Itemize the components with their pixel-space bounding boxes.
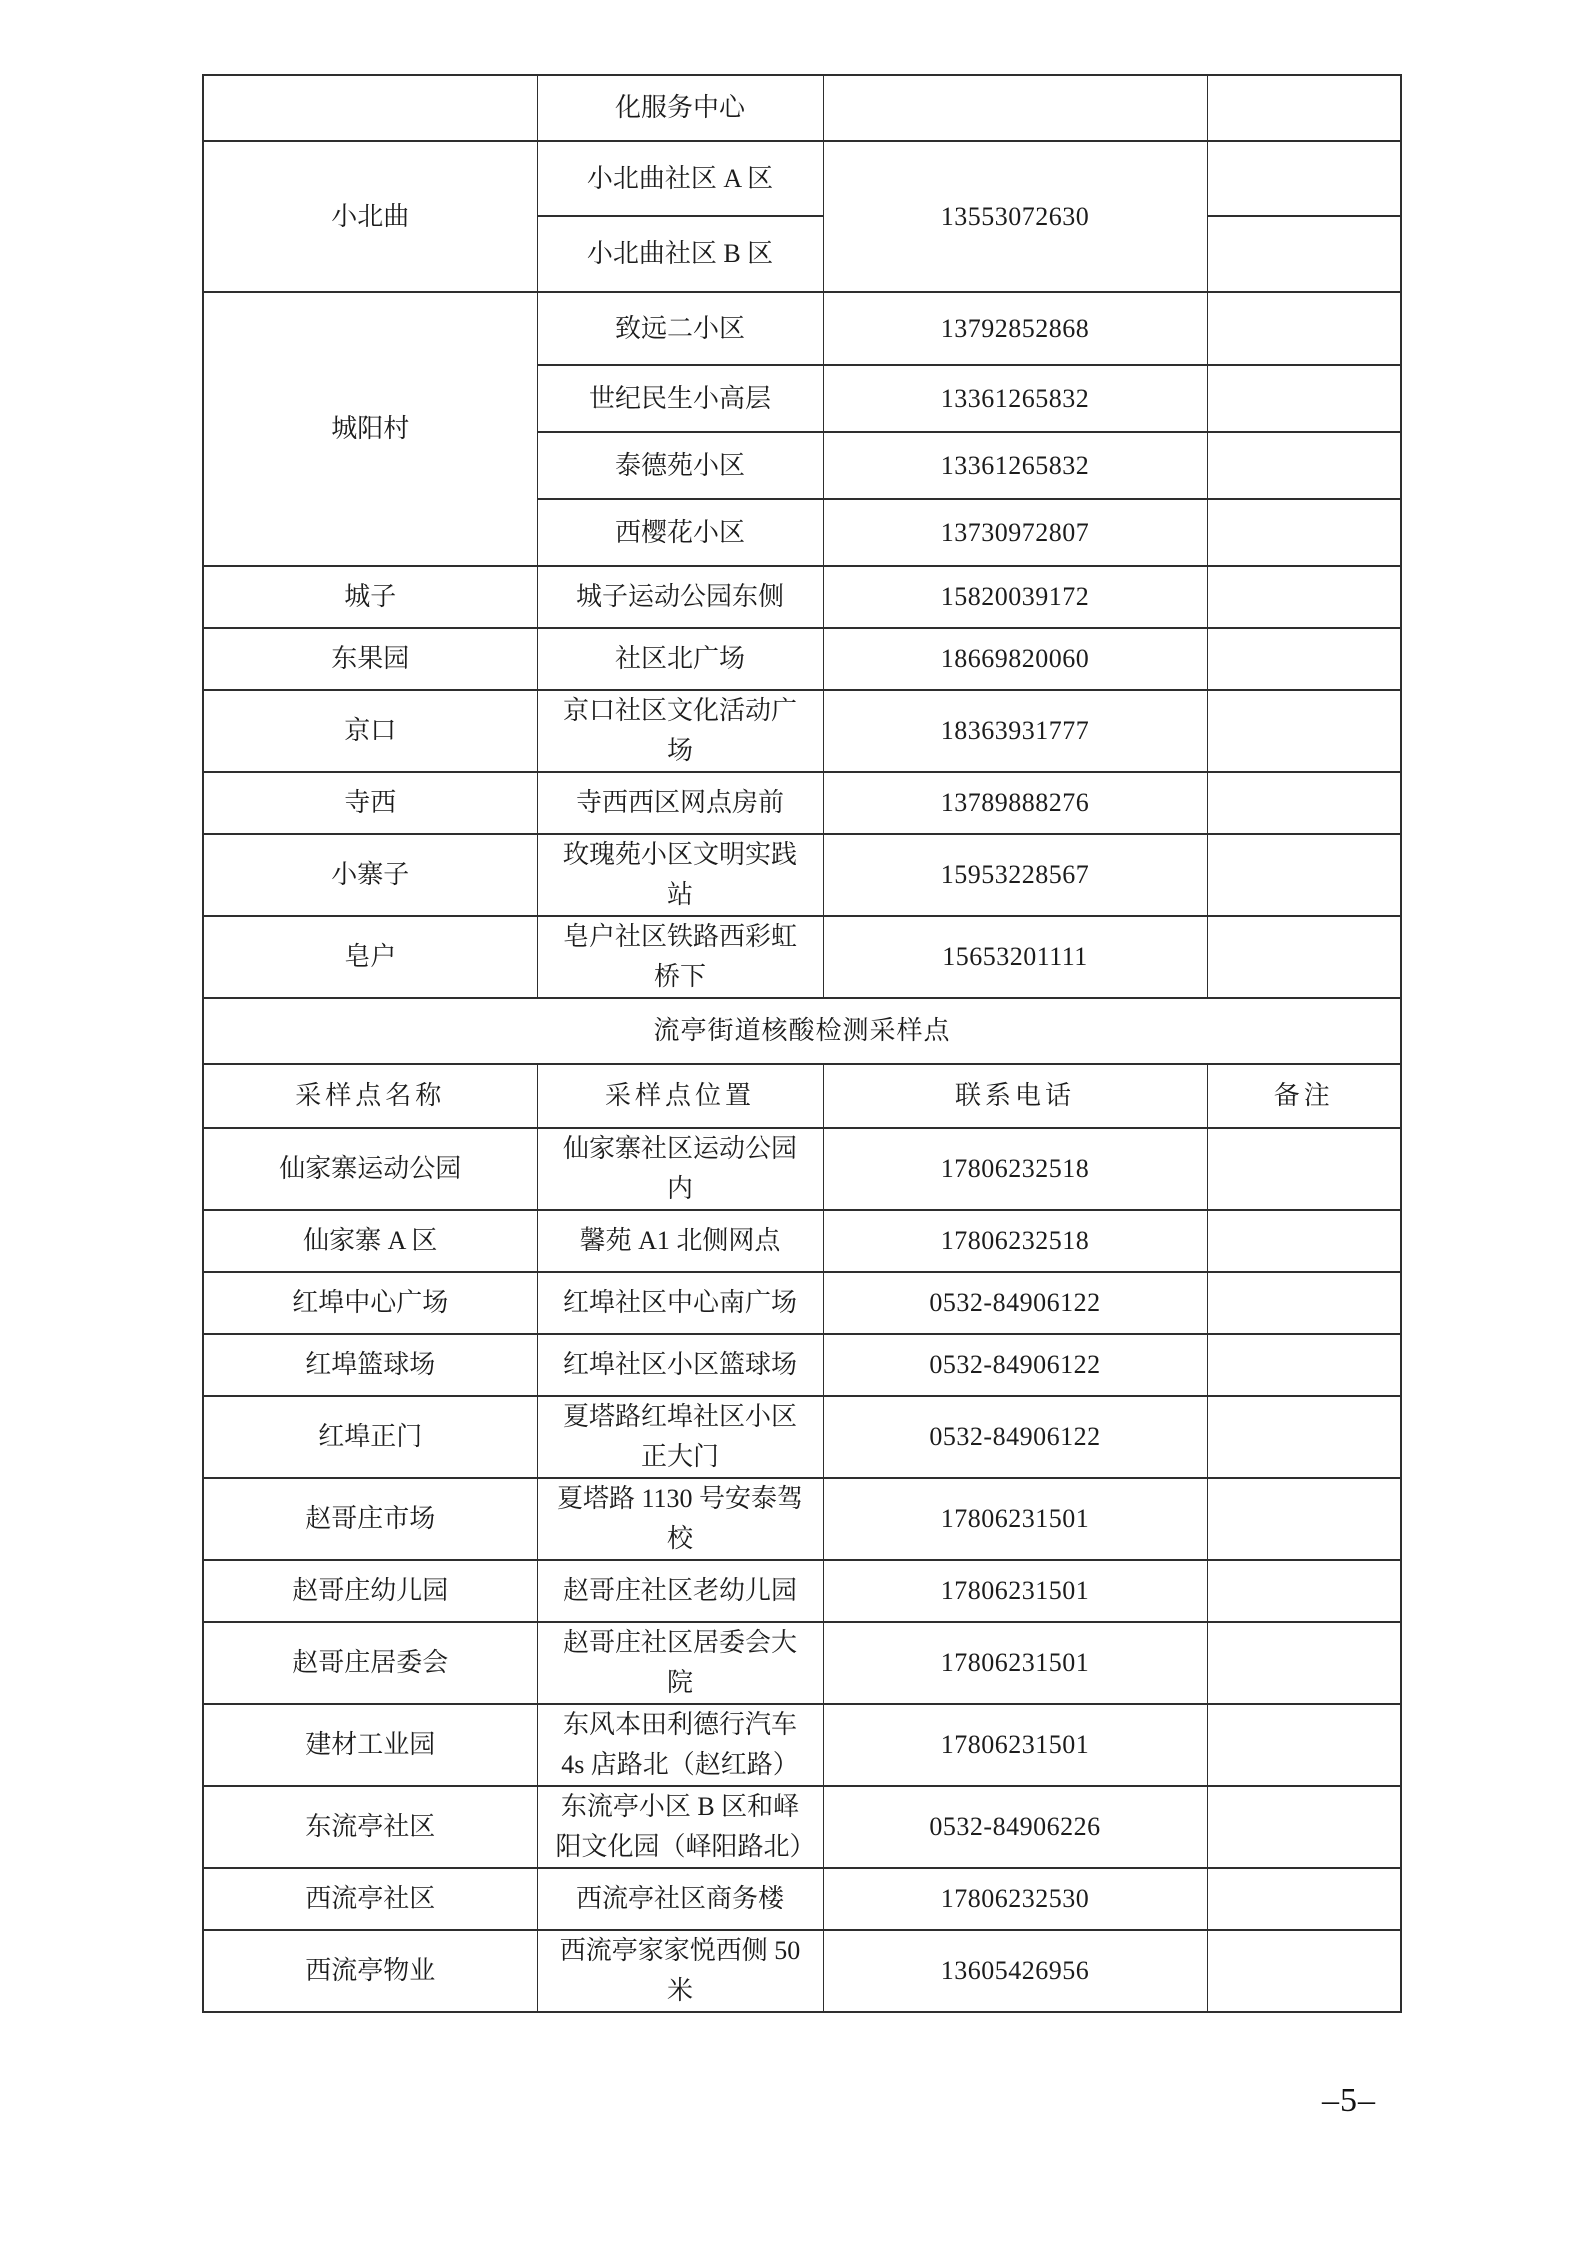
cell-phone: 17806231501 [823,1704,1207,1786]
cell-remark [1207,1560,1401,1622]
cell-phone: 0532-84906122 [823,1334,1207,1396]
section-title-row [203,998,1401,1064]
table-row [203,628,1401,690]
cell-remark-empty [1207,141,1401,216]
table-row [203,1272,1401,1334]
table-row [203,1128,1401,1210]
cell-location: 化服务中心 [537,75,823,141]
cell-phone: 17806231501 [823,1478,1207,1560]
cell-name: 小寨子 [203,834,537,916]
table-row [203,1210,1401,1272]
cell-remark [1207,1704,1401,1786]
cell-name: 京口 [203,690,537,772]
cell-name: 赵哥庄居委会 [203,1622,537,1704]
section-title: 流亭街道核酸检测采样点 [203,998,1401,1064]
cell-remark [1207,1868,1401,1930]
cell-phone: 18669820060 [823,628,1207,690]
cell-location: 夏塔路红埠社区小区正大门 [537,1396,823,1478]
cell-location: 赵哥庄社区居委会大院 [537,1622,823,1704]
col-header-name: 采样点名称 [203,1064,537,1128]
table-row [203,141,1401,216]
cell-location: 东流亭小区 B 区和峄阳文化园（峄阳路北） [537,1786,823,1868]
cell-remark [1207,1334,1401,1396]
cell-remark-empty [1207,690,1401,772]
cell-location: 城子运动公园东侧 [537,566,823,628]
cell-location: 致远二小区 [537,292,823,365]
cell-remark [1207,1272,1401,1334]
cell-name: 红埠篮球场 [203,1334,537,1396]
table-row [203,834,1401,916]
cell-phone: 0532-84906122 [823,1272,1207,1334]
col-header-phone: 联系电话 [823,1064,1207,1128]
cell-name: 赵哥庄市场 [203,1478,537,1560]
cell-remark-empty [1207,292,1401,365]
cell-remark-empty [1207,772,1401,834]
cell-name: 红埠中心广场 [203,1272,537,1334]
table-row [203,1930,1401,2012]
cell-phone: 17806231501 [823,1622,1207,1704]
cell-phone: 13792852868 [823,292,1207,365]
cell-phone: 17806232530 [823,1868,1207,1930]
table-row [203,690,1401,772]
cell-name: 西流亭物业 [203,1930,537,2012]
cell-phone: 18363931777 [823,690,1207,772]
cell-location: 玫瑰苑小区文明实践站 [537,834,823,916]
table-row [203,1868,1401,1930]
page-number: –5– [1322,2082,1376,2119]
cell-name: 城阳村 [203,292,537,566]
cell-location: 小北曲社区 A 区 [537,141,823,216]
cell-name: 东流亭社区 [203,1786,537,1868]
cell-phone: 13730972807 [823,499,1207,566]
cell-phone: 0532-84906122 [823,1396,1207,1478]
column-header-row [203,1064,1401,1128]
cell-location: 寺西西区网点房前 [537,772,823,834]
cell-phone: 13789888276 [823,772,1207,834]
cell-location: 仙家寨社区运动公园内 [537,1128,823,1210]
cell-remark-empty [1207,834,1401,916]
cell-location: 红埠社区小区篮球场 [537,1334,823,1396]
cell-name: 皂户 [203,916,537,998]
cell-phone: 13361265832 [823,432,1207,499]
table-row [203,75,1401,141]
cell-location: 小北曲社区 B 区 [537,216,823,292]
cell-phone: 15953228567 [823,834,1207,916]
table-row [203,566,1401,628]
table-row [203,1704,1401,1786]
cell-remark [1207,1622,1401,1704]
cell-name: 西流亭社区 [203,1868,537,1930]
table-row [203,292,1401,365]
table-row [203,1478,1401,1560]
table-row [203,1622,1401,1704]
cell-phone: 17806232518 [823,1210,1207,1272]
cell-name: 建材工业园 [203,1704,537,1786]
cell-phone: 13553072630 [823,141,1207,292]
cell-name: 赵哥庄幼儿园 [203,1560,537,1622]
cell-remark [1207,1478,1401,1560]
table-row [203,1396,1401,1478]
cell-location: 京口社区文化活动广场 [537,690,823,772]
cell-remark-empty [1207,566,1401,628]
table-row [203,1334,1401,1396]
cell-location: 夏塔路 1130 号安泰驾校 [537,1478,823,1560]
table-row [203,1786,1401,1868]
cell-location: 社区北广场 [537,628,823,690]
cell-name: 仙家寨运动公园 [203,1128,537,1210]
cell-location: 世纪民生小高层 [537,365,823,432]
sampling-points-table [202,74,1402,2013]
cell-phone: 13605426956 [823,1930,1207,2012]
cell-name: 寺西 [203,772,537,834]
cell-name: 小北曲 [203,141,537,292]
cell-phone: 0532-84906226 [823,1786,1207,1868]
cell-phone: 15653201111 [823,916,1207,998]
cell-name-empty [203,75,537,141]
cell-location: 赵哥庄社区老幼儿园 [537,1560,823,1622]
cell-location: 馨苑 A1 北侧网点 [537,1210,823,1272]
cell-remark [1207,1786,1401,1868]
cell-location: 西樱花小区 [537,499,823,566]
cell-remark [1207,1128,1401,1210]
cell-location: 皂户社区铁路西彩虹桥下 [537,916,823,998]
cell-phone: 15820039172 [823,566,1207,628]
cell-phone: 17806231501 [823,1560,1207,1622]
cell-phone: 17806232518 [823,1128,1207,1210]
cell-name: 红埠正门 [203,1396,537,1478]
cell-remark-empty [1207,75,1401,141]
table-row [203,772,1401,834]
cell-remark-empty [1207,216,1401,292]
cell-location: 西流亭家家悦西侧 50 米 [537,1930,823,2012]
cell-name: 城子 [203,566,537,628]
col-header-location: 采样点位置 [537,1064,823,1128]
col-header-remark: 备注 [1207,1064,1401,1128]
cell-remark [1207,1210,1401,1272]
cell-name: 东果园 [203,628,537,690]
cell-location: 泰德苑小区 [537,432,823,499]
cell-remark-empty [1207,432,1401,499]
cell-name: 仙家寨 A 区 [203,1210,537,1272]
cell-remark [1207,1930,1401,2012]
cell-phone-empty [823,75,1207,141]
cell-remark-empty [1207,628,1401,690]
cell-location: 西流亭社区商务楼 [537,1868,823,1930]
cell-remark [1207,1396,1401,1478]
cell-remark-empty [1207,499,1401,566]
cell-remark-empty [1207,916,1401,998]
cell-phone: 13361265832 [823,365,1207,432]
table-row [203,916,1401,998]
table-row [203,1560,1401,1622]
cell-remark-empty [1207,365,1401,432]
cell-location: 东风本田利德行汽车 4s 店路北（赵红路） [537,1704,823,1786]
cell-location: 红埠社区中心南广场 [537,1272,823,1334]
